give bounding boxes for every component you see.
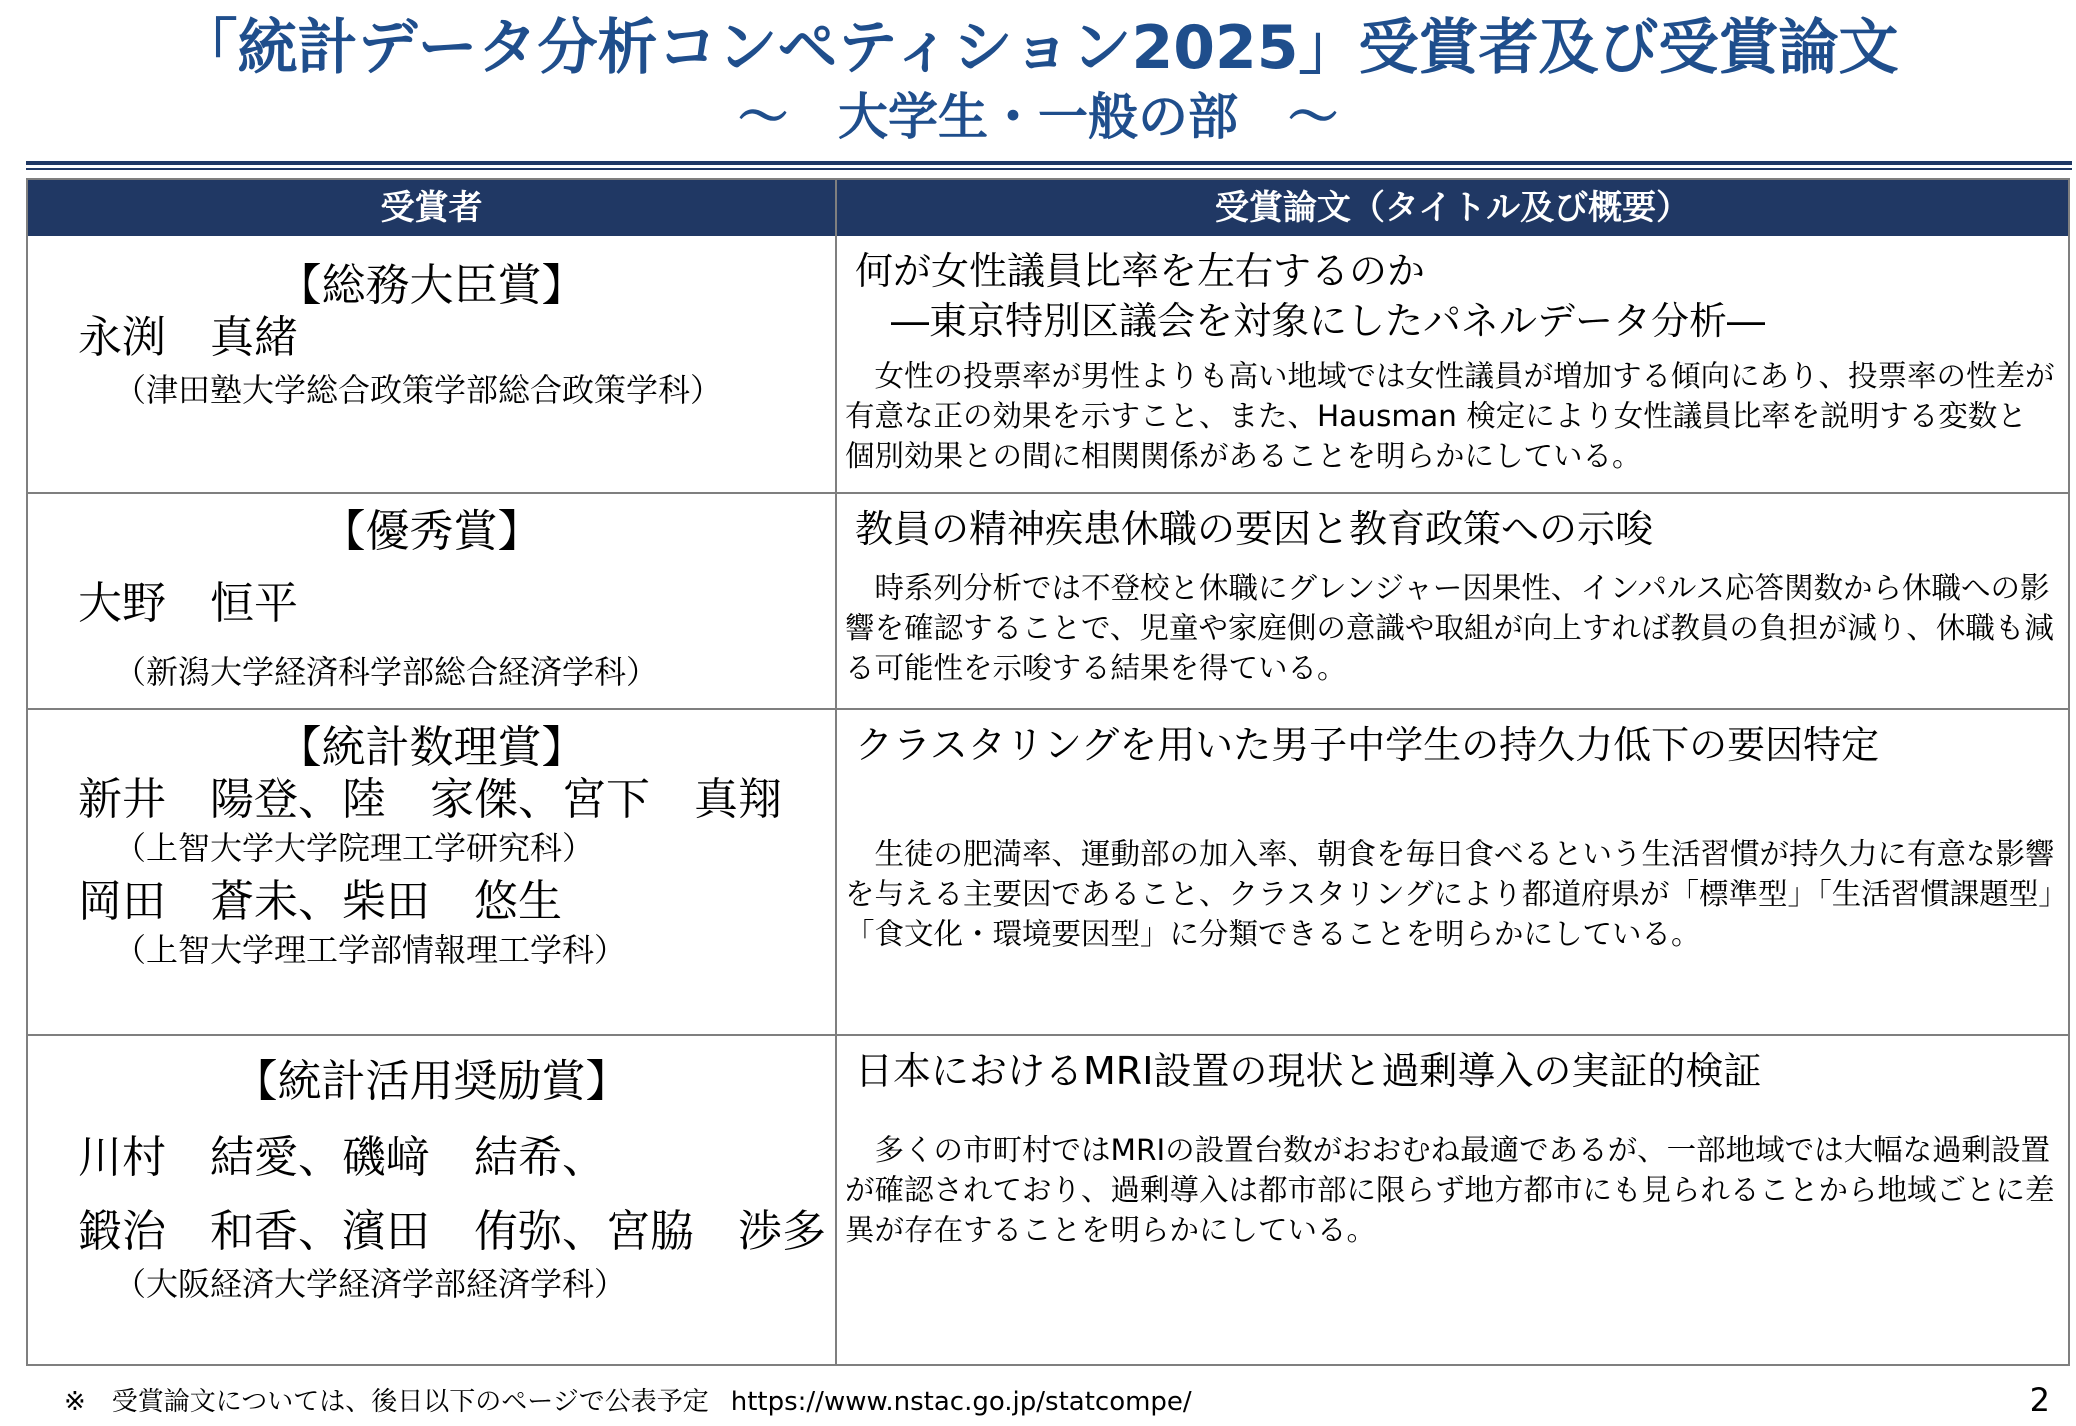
- winner-affiliation: （新潟大学経済科学部総合経済学科）: [114, 653, 659, 691]
- paper-cell: [837, 236, 2068, 492]
- title-divider-thin: [26, 168, 2072, 170]
- paper-subtitle: ―東京特別区議会を対象にしたパネルデータ分析―: [891, 299, 1766, 343]
- winners-cell: [28, 1036, 835, 1366]
- award-name: 【優秀賞】: [321, 506, 542, 557]
- winner-names: 岡田 蒼未、柴田 悠生: [78, 876, 562, 927]
- winner-names: 鍛治 和香、濱田 侑弥、宮脇 渉多: [78, 1206, 826, 1257]
- paper-title: クラスタリングを用いた男子中学生の持久力低下の要因特定: [855, 723, 1880, 767]
- page-subtitle: ～ 大学生・一般の部 ～: [738, 88, 1338, 146]
- column-header-papers: 受賞論文（タイトル及び概要）: [1214, 188, 1691, 228]
- column-header-winners: 受賞者: [380, 188, 483, 228]
- paper-title: 教員の精神疾患休職の要因と教育政策への示唆: [855, 507, 1654, 551]
- page-number: 2: [2029, 1381, 2050, 1419]
- table-row-statistical-utilization-award: [28, 1036, 2068, 1366]
- winner-names: 新井 陽登、陸 家傑、宮下 真翔: [78, 774, 782, 825]
- table-header: [28, 180, 2068, 236]
- title-divider-thick: [26, 161, 2072, 165]
- footer-note-text: ※ 受賞論文については、後日以下のページで公表予定: [64, 1387, 709, 1417]
- paper-title: 何が女性議員比率を左右するのか: [855, 249, 1426, 293]
- winner-names: 大野 恒平: [78, 578, 298, 629]
- winner-affiliation: （大阪経済大学経済学部経済学科）: [114, 1265, 627, 1303]
- award-name: 【統計活用奨励賞】: [233, 1056, 630, 1107]
- page-title: 「統計データ分析コンペティション2025」受賞者及び受賞論文: [177, 13, 1899, 83]
- winners-cell: [28, 236, 835, 492]
- winner-affiliation: （上智大学理工学部情報理工学科）: [114, 931, 627, 969]
- paper-summary: 多くの市町村ではMRIの設置台数がおおむね最適であるが、一部地域では大幅な過剰設置が確認されており、過剰導入は都市部に限らず地方都市にも見られることから地域ごとに差異が存在することを明らかにしている。: [845, 1133, 2055, 1247]
- paper-summary: 女性の投票率が男性よりも高い地域では女性議員が増加する傾向にあり、投票率の性差が有意な正の効果を示すこと、また、Hausman 検定により女性議員比率を説明する変数と個別効果との間に相関関係があることを明らかにしている。: [845, 359, 2055, 473]
- awards-table: [26, 178, 2070, 1366]
- award-name: 【統計数理賞】: [277, 722, 586, 773]
- winner-names: 永渕 真緒: [78, 312, 298, 363]
- winner-affiliation: （上智大学大学院理工学研究科）: [114, 829, 595, 867]
- footer-note: [64, 1384, 1192, 1420]
- footer-url-link[interactable]: https://www.nstac.go.jp/statcompe/: [730, 1387, 1192, 1417]
- table-row-excellence-award: [28, 494, 2068, 710]
- paper-title: 日本におけるMRI設置の現状と過剰導入の実証的検証: [855, 1049, 1762, 1093]
- paper-summary: 時系列分析では不登校と休職にグレンジャー因果性、インパルス応答関数から休職への影響を確認することで、児童や家庭側の意識や取組が向上すれば教員の負担が減り、休職も減る可能性を示唆する結果を得ている。: [845, 571, 2054, 685]
- column-divider: [835, 180, 837, 1364]
- award-name: 【総務大臣賞】: [277, 260, 586, 311]
- winners-cell: [28, 494, 835, 708]
- paper-cell: [837, 1036, 2068, 1366]
- winner-names: 川村 結愛、磯﨑 結希、: [78, 1132, 606, 1183]
- paper-cell: [837, 710, 2068, 1034]
- winners-cell: [28, 710, 835, 1034]
- table-row-minister-award: [28, 236, 2068, 494]
- table-row-statistical-mathematics-award: [28, 710, 2068, 1036]
- winner-affiliation: （津田塾大学総合政策学部総合政策学科）: [114, 371, 723, 409]
- paper-summary: 生徒の肥満率、運動部の加入率、朝食を毎日食べるという生活習慣が持久力に有意な影響を与える主要因であること、クラスタリングにより都道府県が「標準型」「生活習慣課題型」「食文化・環境要因型」に分類できることを明らかにしている。: [845, 837, 2055, 951]
- paper-cell: [837, 494, 2068, 708]
